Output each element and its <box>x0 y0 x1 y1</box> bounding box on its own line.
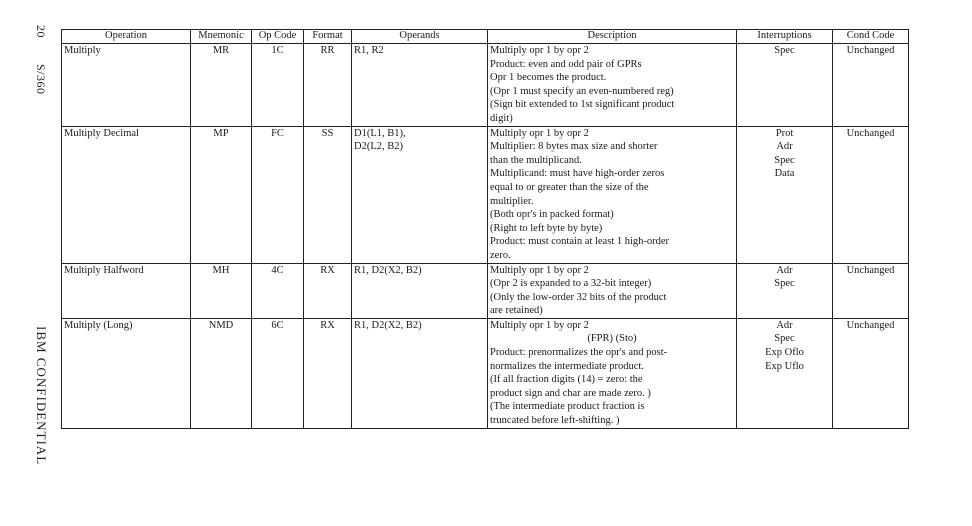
description-line: multiplier. <box>490 195 534 207</box>
description-line: Multiply opr 1 by opr 2 <box>490 319 589 331</box>
interruption-line: Exp Uflo <box>765 360 804 372</box>
header-cond-code: Cond Code <box>833 30 909 44</box>
description-line: (If all fraction digits (14) = zero: the <box>490 374 643 386</box>
description-line: digit) <box>490 112 513 124</box>
description-cell <box>488 318 737 428</box>
description-line: Multiply opr 1 by opr 2 <box>490 45 589 56</box>
format-cell: RX <box>304 263 352 318</box>
description-line: Opr 1 becomes the product. <box>490 72 607 84</box>
interruption-line: Data <box>774 168 795 180</box>
description-cell <box>488 126 737 263</box>
operands-cell <box>352 126 488 263</box>
format-cell: RX <box>304 318 352 428</box>
cond-code-cell: Unchanged <box>833 126 909 263</box>
table-row <box>62 263 909 318</box>
description-line: Multiplier: 8 bytes max size and shorter <box>490 141 658 153</box>
operation-cell: Multiply (Long) <box>62 318 191 428</box>
description-line: Multiplicand: must have high-order zeros <box>490 168 665 180</box>
interruption-line: Adr <box>776 319 793 331</box>
description-line: Product: prenormalizes the opr's and post- <box>490 347 668 359</box>
description-line: are retained) <box>490 305 543 317</box>
operand-line: R1, R2 <box>354 45 384 56</box>
description-line: normalizes the intermediate product. <box>490 360 644 372</box>
operand-line: R1, D2(X2, B2) <box>354 264 422 276</box>
interruption-line: Spec <box>774 278 795 290</box>
operands-cell <box>352 44 488 127</box>
description-line: Product: must contain at least 1 high-order <box>490 236 670 248</box>
format-cell: RR <box>304 44 352 127</box>
description-line: (Opr 2 is expanded to a 32-bit integer) <box>490 278 652 290</box>
operand-line: D1(L1, B1), <box>354 127 406 139</box>
header-description: Description <box>488 30 737 44</box>
confidentiality-label: IBM CONFIDENTIAL <box>34 326 49 466</box>
description-line: (Sign bit extended to 1st significant product <box>490 99 675 111</box>
operand-line: D2(L2, B2) <box>354 141 403 153</box>
header-operands: Operands <box>352 30 488 44</box>
opcode-cell: FC <box>252 126 304 263</box>
operation-cell: Multiply Decimal <box>62 126 191 263</box>
description-line: Multiply opr 1 by opr 2 <box>490 264 589 276</box>
mnemonic-cell: MR <box>191 44 252 127</box>
description-line: product sign and char are made zero. ) <box>490 387 651 399</box>
description-line: than the multiplicand. <box>490 154 582 166</box>
description-cell <box>488 263 737 318</box>
description-line: Product: even and odd pair of GPRs <box>490 58 642 70</box>
table-row <box>62 126 909 263</box>
cond-code-cell: Unchanged <box>833 263 909 318</box>
description-line: Multiply opr 1 by opr 2 <box>490 127 589 139</box>
description-line: equal to or greater than the size of the <box>490 181 649 193</box>
description-line: (FPR) (Sto) <box>587 333 637 345</box>
interruptions-cell <box>737 44 833 127</box>
operation-cell: Multiply Halfword <box>62 263 191 318</box>
format-cell: SS <box>304 126 352 263</box>
table-row <box>62 44 909 127</box>
model-label: S/360 <box>34 64 48 95</box>
opcode-cell: 4C <box>252 263 304 318</box>
cond-code-cell: Unchanged <box>833 318 909 428</box>
interruptions-cell <box>737 318 833 428</box>
description-line: (Only the low-order 32 bits of the product <box>490 291 667 303</box>
header-operation: Operation <box>62 30 191 44</box>
interruption-line: Adr <box>776 264 793 276</box>
description-line: (Right to left byte by byte) <box>490 222 603 234</box>
operands-cell <box>352 318 488 428</box>
instruction-table <box>61 29 909 429</box>
cond-code-cell: Unchanged <box>833 44 909 127</box>
opcode-cell: 6C <box>252 318 304 428</box>
interruption-line: Exp Oflo <box>765 347 804 359</box>
description-line: zero. <box>490 249 511 261</box>
operand-line: R1, D2(X2, B2) <box>354 319 422 331</box>
header-format: Format <box>304 30 352 44</box>
description-line: truncated before left-shifting. ) <box>490 415 620 427</box>
operation-cell: Multiply <box>62 44 191 127</box>
interruption-line: Spec <box>774 333 795 345</box>
description-line: (Opr 1 must specify an even-numbered reg) <box>490 85 674 97</box>
interruption-line: Spec <box>774 45 795 56</box>
description-line: (Both opr's in packed format) <box>490 209 614 221</box>
header-mnemonic: Mnemonic <box>191 30 252 44</box>
mnemonic-cell: NMD <box>191 318 252 428</box>
mnemonic-cell: MP <box>191 126 252 263</box>
opcode-cell: 1C <box>252 44 304 127</box>
table-row <box>62 318 909 428</box>
header-interruptions: Interruptions <box>737 30 833 44</box>
page-number: 20 <box>34 25 48 38</box>
description-cell <box>488 44 737 127</box>
header-op-code: Op Code <box>252 30 304 44</box>
table-header-row <box>62 30 909 44</box>
interruptions-cell <box>737 126 833 263</box>
interruption-line: Prot <box>775 127 794 139</box>
operands-cell <box>352 263 488 318</box>
interruption-line: Spec <box>774 154 795 166</box>
mnemonic-cell: MH <box>191 263 252 318</box>
interruptions-cell <box>737 263 833 318</box>
description-line: (The intermediate product fraction is <box>490 401 645 413</box>
interruption-line: Adr <box>776 141 793 153</box>
